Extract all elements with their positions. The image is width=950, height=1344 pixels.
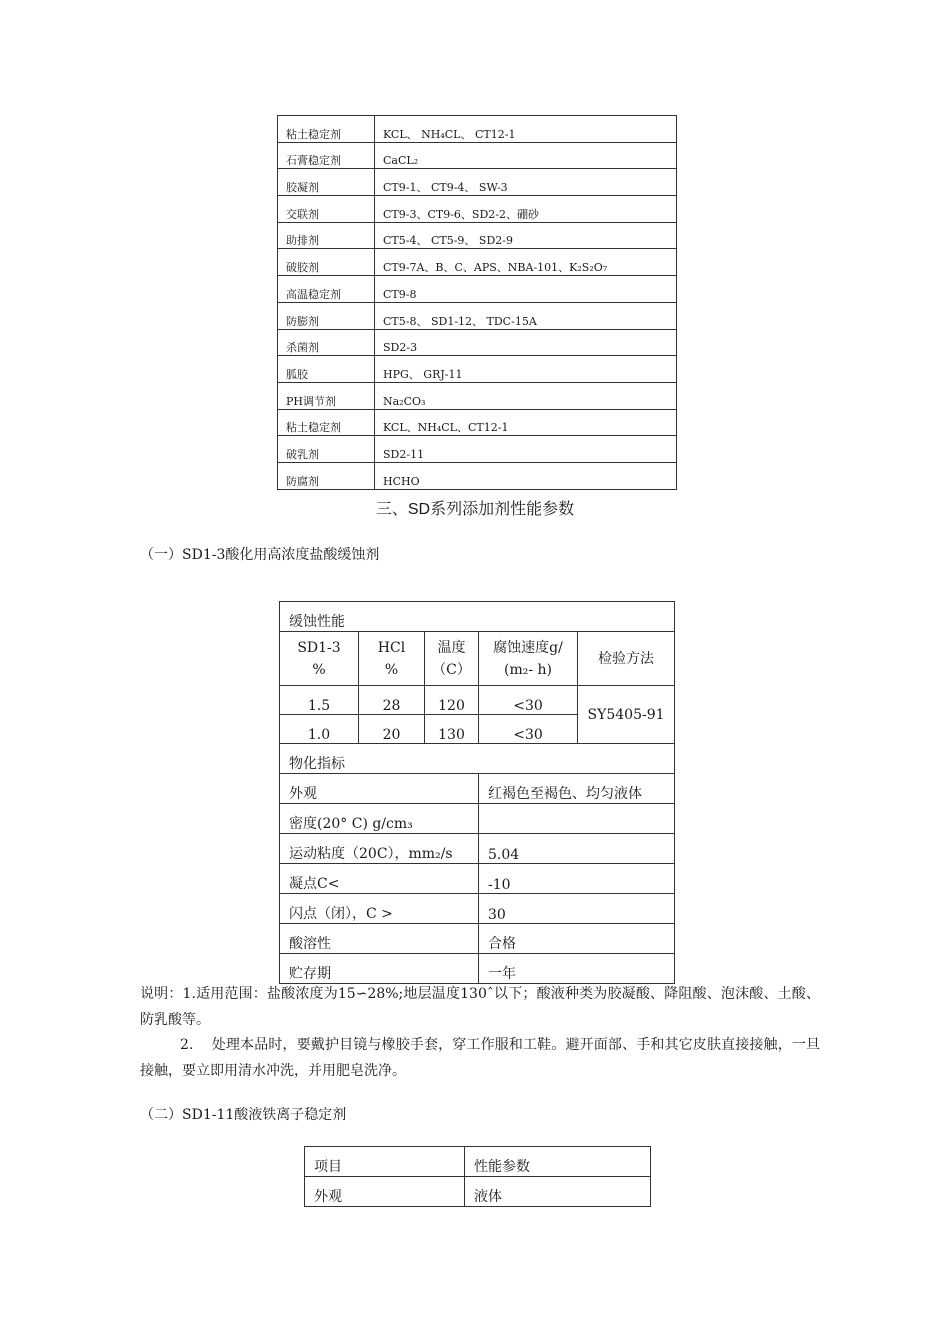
additive-category: 破乳剂 [278,436,375,463]
additive-row [278,436,677,463]
additive-row [278,462,677,489]
additive-table-body [278,116,677,490]
additive-category: 交联剂 [278,196,375,223]
sd1-11-value: 性能参数 [465,1147,651,1177]
property-row [280,894,675,924]
additive-category: PH调节剂 [278,382,375,409]
additive-products: CT5-4、 CT5-9、 SD2-9 [375,222,677,249]
sd1-11-item: 外观 [305,1177,465,1207]
additive-row [278,169,677,196]
sd1-11-item: 项目 [305,1147,465,1177]
property-name: 外观 [280,774,479,804]
additive-row [278,249,677,276]
cell-temp: 120 [425,686,479,715]
additive-row [278,409,677,436]
additive-category: 防膨剂 [278,302,375,329]
additive-products: CT9-7A、B、C、APS、NBA-101、K₂S₂O₇ [375,249,677,276]
section-heading-prefix: 三、 [375,499,408,518]
property-name: 贮存期 [280,954,479,984]
additive-products: CT9-1、 CT9-4、 SW-3 [375,169,677,196]
property-name: 酸溶性 [280,924,479,954]
physicochemical-props [280,774,675,984]
additive-products: KCL、NH₄CL、CT12-1 [375,409,677,436]
property-value: 红褐色至褐色、均匀液体 [479,774,675,804]
cell-sd: 1.5 [280,686,359,715]
property-row [280,954,675,984]
additive-category: 胶凝剂 [278,169,375,196]
additive-row [278,196,677,223]
additive-row [278,116,677,143]
additive-products: CT9-8 [375,276,677,303]
additive-category: 防腐剂 [278,462,375,489]
property-value: -10 [479,864,675,894]
section-heading-rest: 系列添加剂性能参数 [430,499,575,518]
additive-products: HPG、 GRJ-11 [375,356,677,383]
section-heading [0,496,950,519]
property-value: 合格 [479,924,675,954]
cell-hcl: 28 [359,686,425,715]
property-name: 密度(20° C) g/cm₃ [280,804,479,834]
header-corrosion-rate: 腐蚀速度g/ (m₂- h) [479,632,578,686]
cell-sd: 1.0 [280,715,359,744]
additive-row [278,222,677,249]
property-value: 5.04 [479,834,675,864]
additive-products: SD2-3 [375,329,677,356]
subheading-sd1-11: （二）SD1-11酸液铁离子稳定剂 [140,1107,347,1123]
note-2-text: 处理本品时，要戴护目镜与橡胶手套，穿工作服和工鞋。避开面部、手和其它皮肤直接接触，一旦接触，要立即用清水冲洗，并用肥皂洗净。 [140,1037,820,1079]
note-2-number: 2. [180,1037,194,1053]
property-row [280,924,675,954]
header-hcl: HCl % [359,632,425,686]
sd1-11-table-body [305,1147,651,1207]
additive-row [278,142,677,169]
cell-rate: <30 [479,715,578,744]
sd1-11-value: 液体 [465,1177,651,1207]
additive-row [278,276,677,303]
note-1: 说明：1.适用范围：盐酸浓度为15∽28%;地层温度130ˆ以下；酸液种类为胶凝酸、降阻酸、泡沫酸、土酸、防乳酸等。 [140,986,820,1028]
additive-category: 高温稳定剂 [278,276,375,303]
additive-category: 杀菌剂 [278,329,375,356]
sd1-3-performance-table [279,601,675,984]
additive-category: 胍胶 [278,356,375,383]
additive-products: KCL、 NH₄CL、 CT12-1 [375,116,677,143]
property-row [280,804,675,834]
sd1-11-row [305,1147,651,1177]
cell-hcl: 20 [359,715,425,744]
property-value: 30 [479,894,675,924]
cell-method: SY5405-91 [578,686,675,744]
sd1-11-row [305,1177,651,1207]
header-test-method: 检验方法 [578,632,675,686]
additive-row [278,329,677,356]
header-temperature: 温度 （C） [425,632,479,686]
additive-category: 粘土稳定剂 [278,409,375,436]
additive-products: CT5-8、 SD1-12、 TDC-15A [375,302,677,329]
additive-products: SD2-11 [375,436,677,463]
note-2 [140,1032,820,1084]
property-name: 运动粘度（20C），mm₂/s [280,834,479,864]
property-value [479,804,675,834]
property-row [280,774,675,804]
section-corrosion-inhibition: 缓蚀性能 [280,602,675,632]
additive-products: HCHO [375,462,677,489]
additive-category: 破胶剂 [278,249,375,276]
additive-products: CaCL₂ [375,142,677,169]
property-value: 一年 [479,954,675,984]
header-sd1-3: SD1-3 % [280,632,359,686]
additive-products: CT9-3、CT9-6、SD2-2、硼砂 [375,196,677,223]
additive-category: 石膏稳定剂 [278,142,375,169]
cell-rate: <30 [479,686,578,715]
additive-category: 助排剂 [278,222,375,249]
additive-row [278,302,677,329]
property-row [280,834,675,864]
additive-row [278,356,677,383]
additive-table [277,115,677,490]
property-name: 凝点C< [280,864,479,894]
property-row [280,864,675,894]
section-physicochemical: 物化指标 [280,744,675,774]
subheading-sd1-3: （一）SD1-3酸化用高浓度盐酸缓蚀剂 [140,547,380,563]
additive-products: Na₂CO₃ [375,382,677,409]
additive-category: 粘土稳定剂 [278,116,375,143]
property-name: 闪点（闭），C > [280,894,479,924]
additive-row [278,382,677,409]
section-heading-sd: SD [407,501,431,518]
cell-temp: 130 [425,715,479,744]
sd1-11-table [304,1146,651,1207]
